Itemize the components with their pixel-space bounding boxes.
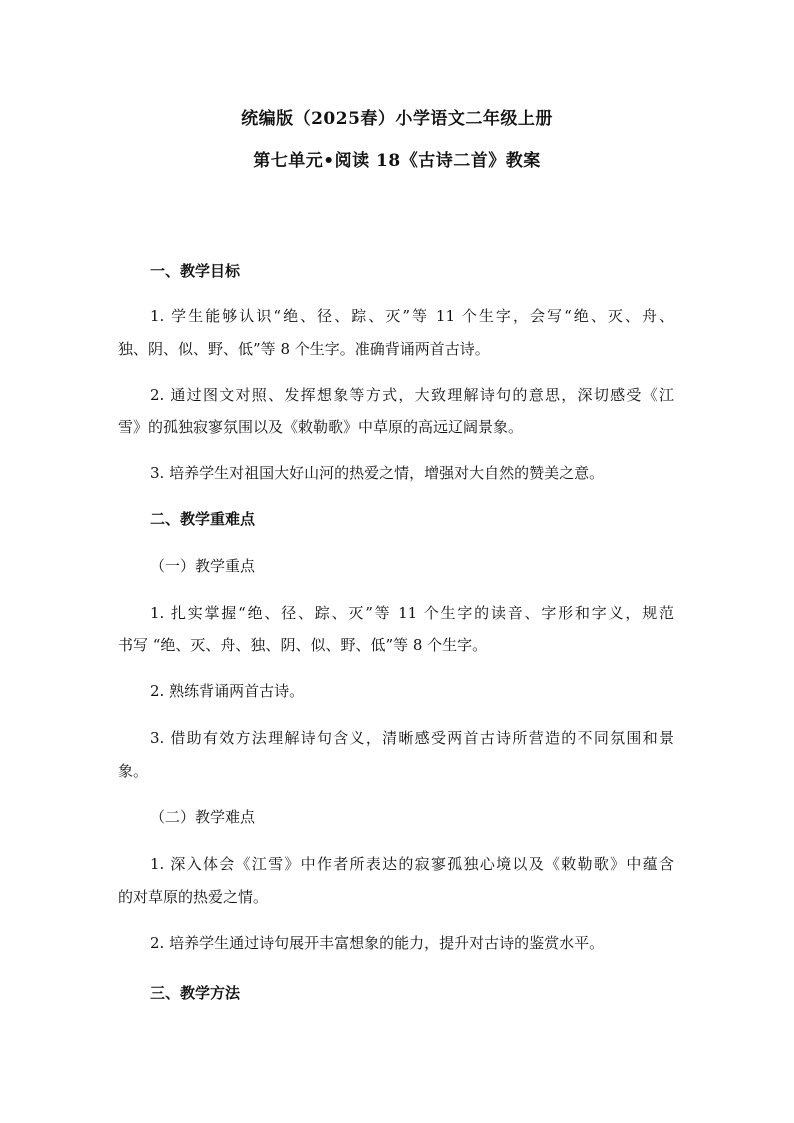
paragraph-line: 3. 借助有效方法理解诗句含义，清晰感受两首古诗所营造的不同氛围和景 [150, 729, 674, 747]
paragraph-line: 2. 熟练背诵两首古诗。 [150, 682, 305, 700]
paragraph-line: 3. 培养学生对祖国大好山河的热爱之情，增强对大自然的赞美之意。 [150, 464, 605, 482]
paragraph-line: 1. 学生能够认识“绝、径、踪、灭”等 11 个生字，会写“绝、灭、舟、 [150, 307, 674, 325]
document-title: 统编版（2025春）小学语文二年级上册 [241, 109, 553, 129]
section-heading-methods: 三、教学方法 [150, 984, 241, 1002]
paragraph-line: 雪》的孤独寂寥氛围以及《敕勒歌》中草原的高远辽阔景象。 [118, 418, 524, 436]
paragraph-line: 2. 通过图文对照、发挥想象等方式，大致理解诗句的意思，深切感受《江 [150, 386, 674, 404]
paragraph-line: 独、阴、似、野、低”等 8 个生字。准确背诵两首古诗。 [118, 340, 490, 358]
document-subtitle: 第七单元•阅读 18《古诗二首》教案 [253, 151, 541, 171]
section-heading-objectives: 一、教学目标 [150, 262, 241, 280]
subsection-heading-focus: （一）教学重点 [150, 557, 256, 575]
paragraph-line: 1. 扎实掌握“绝、径、踪、灭”等 11 个生字的读音、字形和字义，规范 [150, 604, 674, 622]
section-heading-key-points: 二、教学重难点 [150, 510, 256, 528]
paragraph-line: 的对草原的热爱之情。 [118, 888, 269, 906]
subsection-heading-difficulty: （二）教学难点 [150, 808, 256, 826]
paragraph-line: 书写 “绝、灭、舟、独、阴、似、野、低”等 8 个生字。 [118, 636, 488, 654]
paragraph-line: 2. 培养学生通过诗句展开丰富想象的能力，提升对古诗的鉴赏水平。 [150, 934, 605, 952]
paragraph-line: 1. 深入体会《江雪》中作者所表达的寂寥孤独心境以及《敕勒歌》中蕴含 [150, 855, 674, 873]
paragraph-line: 象。 [118, 762, 149, 780]
